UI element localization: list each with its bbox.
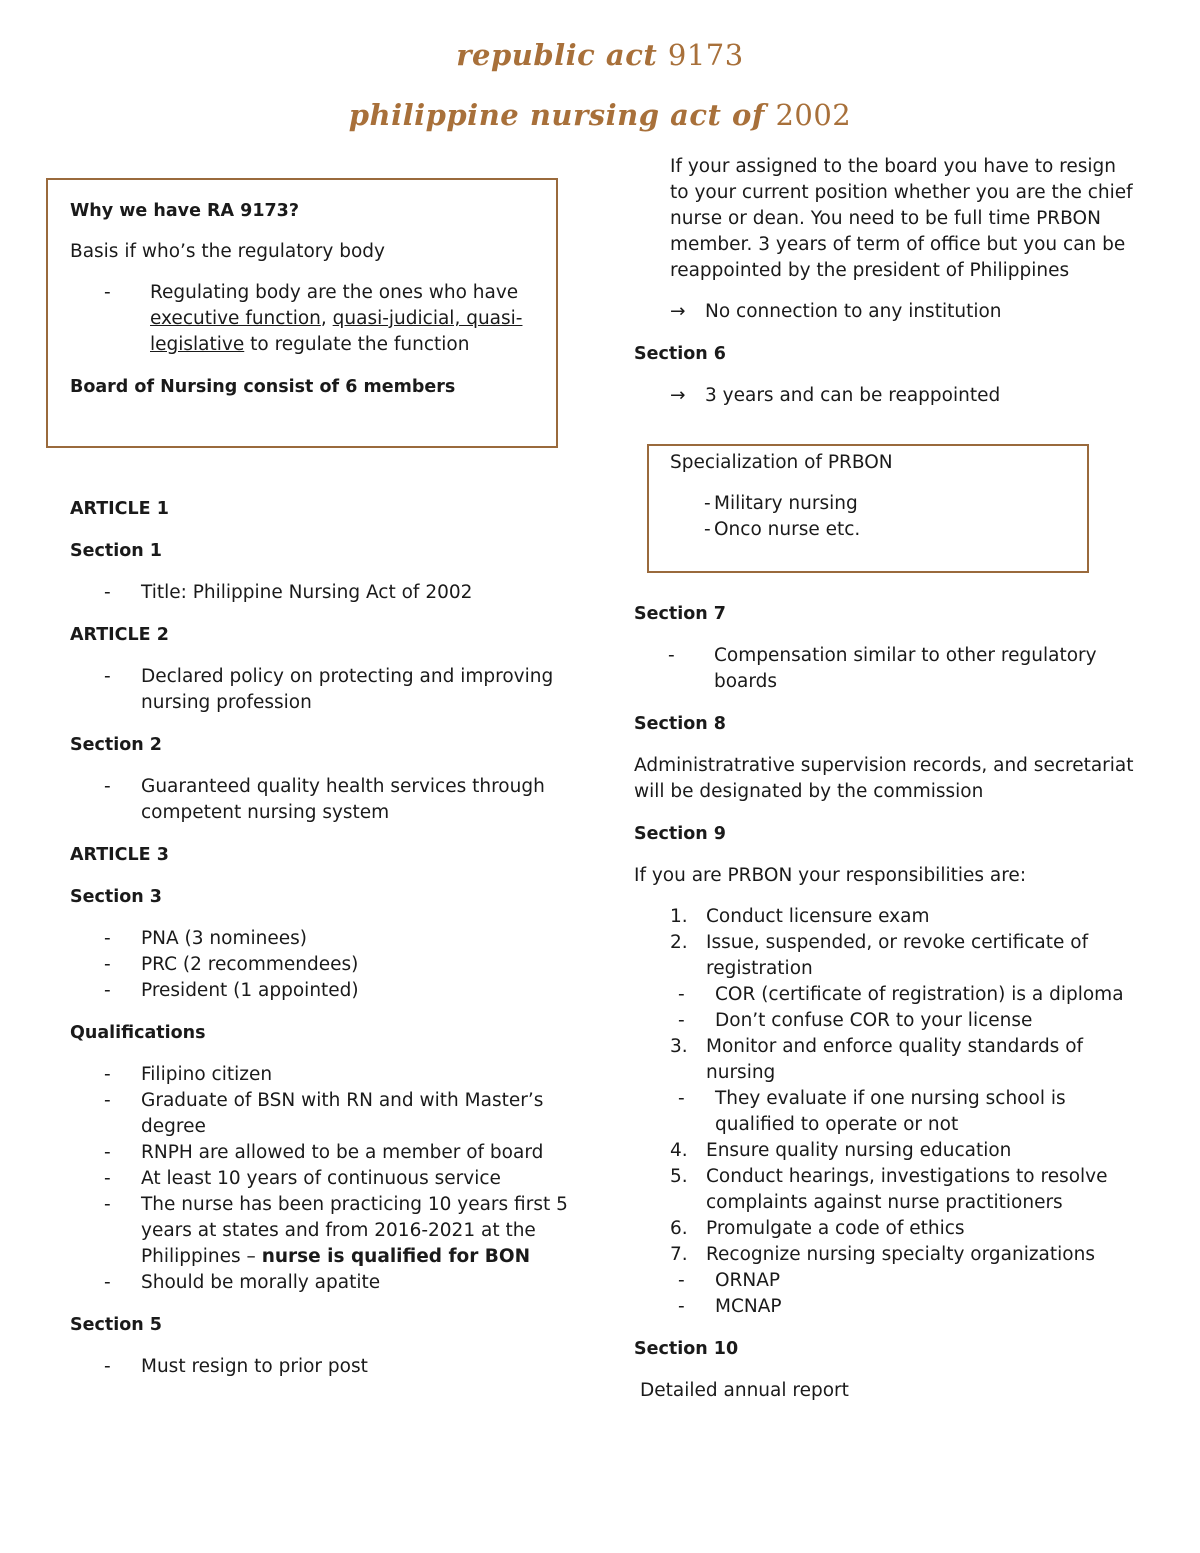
basis-text: Basis if who’s the regulatory body [70, 241, 385, 262]
section-9-heading: Section 9 [634, 824, 726, 844]
section-3-heading: Section 3 [70, 887, 162, 907]
list-item: - Should be morally apatite [70, 1270, 570, 1296]
article-1-heading: ARTICLE 1 [70, 499, 169, 519]
list-item: - Compensation similar to other regulatory boards [634, 643, 1134, 695]
section-2-list [70, 774, 570, 826]
arrow-right-icon: → [670, 301, 686, 322]
list-item: - The nurse has been practicing 10 years first 5 years at states and from 2016-2021 at the Philippines – nurse is qualified for BON [70, 1192, 570, 1270]
qualifications-list [70, 1062, 570, 1296]
section-8-heading: Section 8 [634, 714, 726, 734]
list-item: - Must resign to prior post [70, 1354, 570, 1380]
section-2-heading: Section 2 [70, 735, 162, 755]
list-item: - Don’t confuse COR to your license [678, 1010, 1033, 1031]
section-7-heading: Section 7 [634, 604, 726, 624]
list-item: - COR (certificate of registration) is a diploma [678, 984, 1124, 1005]
section-1-list [70, 580, 570, 606]
list-item: 6. Promulgate a code of ethics [670, 1218, 965, 1239]
right-column-top [634, 154, 1134, 409]
section-6-item: → 3 years and can be reappointed [634, 383, 1134, 409]
document-title-line2: philippine nursing act of 2002 [348, 98, 852, 132]
list-item: - ORNAP [678, 1270, 781, 1291]
list-item: - Declared policy on protecting and improving nursing profession [70, 664, 570, 716]
section-8-text: Administratrative supervision records, and secretariat will be designated by the commission [634, 755, 1134, 802]
list-item: - They evaluate if one nursing school is qualified to operate or not [678, 1088, 1066, 1135]
section-6-heading: Section 6 [634, 344, 726, 364]
article-2-heading: ARTICLE 2 [70, 625, 169, 645]
why-ra-content [70, 198, 540, 400]
board-intro-text: If your assigned to the board you have to resign to your current position whether you are the chief nurse or dean. You need to be full time PRBON member. 3 years of term of office but you can be reappointed by the president of Philippines [670, 156, 1133, 281]
section-5-heading: Section 5 [70, 1315, 162, 1335]
list-item: 2. Issue, suspended, or revoke certificate of registration [670, 932, 1089, 979]
list-item: - Filipino citizen [70, 1062, 570, 1088]
specialization-list [670, 491, 1070, 543]
list-item: 5. Conduct hearings, investigations to resolve complaints against nurse practitioners [670, 1166, 1108, 1213]
list-item: - At least 10 years of continuous service [70, 1166, 570, 1192]
list-item: 7. Recognize nursing specialty organizations [670, 1244, 1095, 1265]
list-item: - Onco nurse etc. [670, 517, 1070, 543]
list-item: 1. Conduct licensure exam [670, 906, 930, 927]
list-item: - RNPH are allowed to be a member of board [70, 1140, 570, 1166]
article-2-list [70, 664, 570, 716]
left-column [70, 496, 570, 1380]
section-3-list [70, 926, 570, 1004]
right-column-bottom [634, 601, 1134, 1404]
qualifications-heading: Qualifications [70, 1023, 206, 1043]
list-item: 3. Monitor and enforce quality standards of nursing [670, 1036, 1084, 1083]
list-item: - Title: Philippine Nursing Act of 2002 [70, 580, 570, 606]
why-ra-heading: Why we have RA 9173? [70, 201, 299, 221]
list-item: - PRC (2 recommendees) [70, 952, 570, 978]
section-10-heading: Section 10 [634, 1339, 739, 1359]
list-item: - Military nursing [670, 491, 1070, 517]
document-title-line1: republic act 9173 [456, 38, 744, 72]
section-9-text: If you are PRBON your responsibilities are: [634, 865, 1027, 886]
arrow-right-icon: → [670, 385, 686, 406]
list-item: - MCNAP [678, 1296, 782, 1317]
section-5-list [70, 1354, 570, 1380]
list-item: - Guaranteed quality health services through competent nursing system [70, 774, 570, 826]
article-3-heading: ARTICLE 3 [70, 845, 169, 865]
board-members-text: Board of Nursing consist of 6 members [70, 377, 456, 397]
list-item: - PNA (3 nominees) [70, 926, 570, 952]
no-connection-item: → No connection to any institution [634, 299, 1134, 325]
list-item: - President (1 appointed) [70, 978, 570, 1004]
section-1-heading: Section 1 [70, 541, 162, 561]
regulating-body-list [70, 280, 540, 358]
specialization-heading: Specialization of PRBON [670, 452, 893, 473]
list-item: - Graduate of BSN with RN and with Master’s degree [70, 1088, 570, 1140]
specialization-content [670, 450, 1070, 543]
list-item: - Regulating body are the ones who have executive function, quasi-judicial, quasi-legislative to regulate the function [70, 280, 540, 358]
list-item: 4. Ensure quality nursing education [670, 1140, 1012, 1161]
section-7-list [634, 643, 1134, 695]
section-10-text: Detailed annual report [640, 1380, 849, 1401]
responsibilities-list [634, 904, 1134, 1320]
